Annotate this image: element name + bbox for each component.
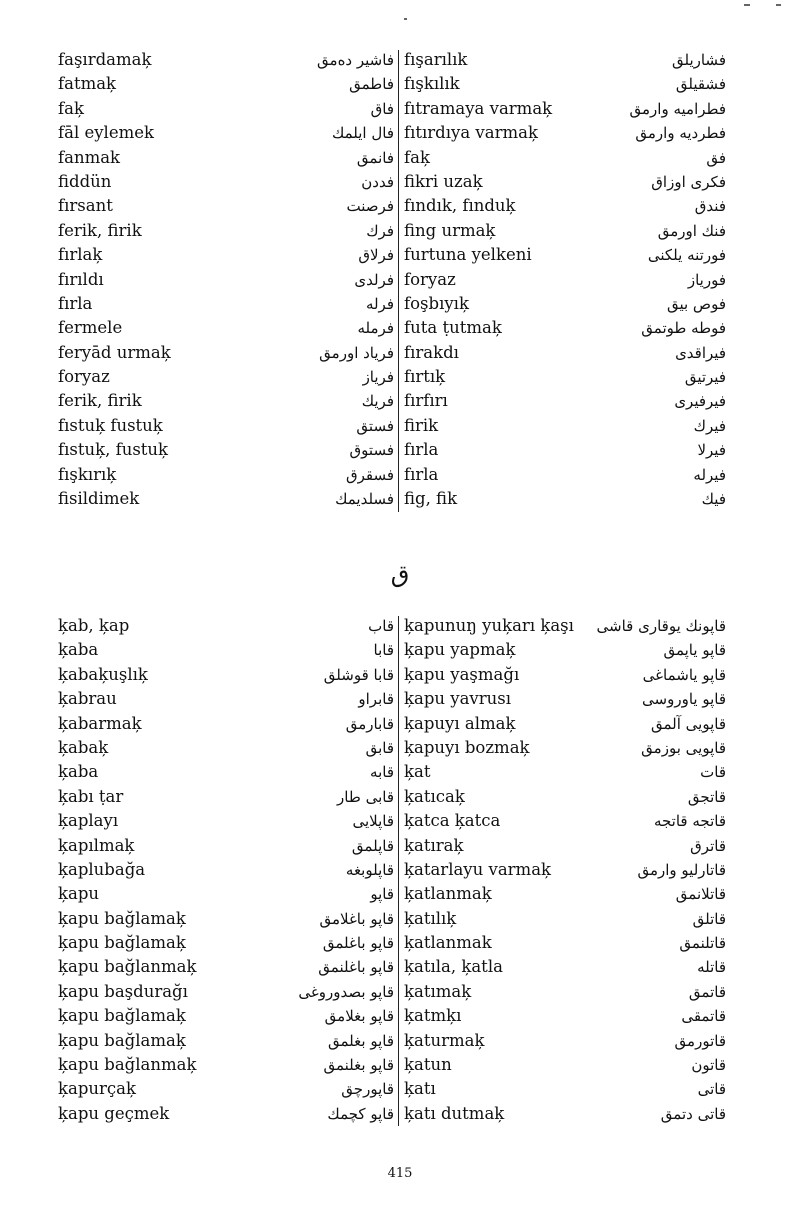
latin-term: fırla — [404, 464, 439, 484]
arabic-script-term: قاتمقی — [681, 1007, 726, 1026]
latin-term: ferik, firik — [58, 220, 142, 240]
latin-term: furtuna yelkeni — [404, 245, 532, 265]
latin-term: fındık, fınduķ — [404, 196, 516, 216]
latin-term: ķab, ķap — [58, 616, 130, 635]
arabic-script-term: قاپو یاوروسی — [642, 690, 726, 709]
latin-term: ķabaķ — [58, 737, 109, 757]
latin-term: fatmaķ — [58, 74, 117, 94]
latin-term: ķapurçaķ — [58, 1079, 136, 1099]
arabic-script-term: قاتجق — [687, 787, 726, 806]
latin-term: foşbıyıķ — [404, 293, 469, 313]
latin-term: ķatca ķatca — [404, 811, 501, 831]
latin-term: fanmak — [58, 147, 121, 167]
arabic-script-term: فیك — [701, 490, 726, 509]
latin-term: fıtramaya varmaķ — [404, 98, 553, 118]
latin-term: fermele — [58, 318, 123, 338]
arabic-script-term: قاتی دتمق — [660, 1104, 726, 1123]
latin-term: ķatarlayu varmaķ — [404, 859, 552, 879]
arabic-script-term: قاتورمق — [674, 1031, 726, 1050]
latin-term: ķabaķuşlıķ — [58, 664, 148, 684]
arabic-script-term: قاپو بصدوروغی — [298, 982, 394, 1001]
arabic-script-term: قاپو یاپمق — [663, 641, 726, 660]
latin-term: ķatı — [404, 1079, 436, 1099]
latin-term: fırlaķ — [58, 245, 103, 265]
latin-term: ķatı dutmaķ — [404, 1103, 505, 1123]
latin-term: ķatıcaķ — [404, 786, 465, 806]
arabic-script-term: قاپونك یوقاری قاشی — [596, 617, 726, 635]
arabic-script-term: قاپو — [370, 885, 394, 904]
arabic-script-term: فرلدی — [354, 270, 394, 289]
arabic-script-term: فوریاز — [687, 270, 726, 289]
latin-term: ķabrau — [58, 689, 117, 709]
latin-term: ķatımaķ — [404, 981, 472, 1001]
arabic-script-term: قاپو یاشماغی — [642, 665, 726, 684]
arabic-script-term: فیرتیق — [684, 368, 726, 387]
arabic-script-term: فال ایلمك — [331, 124, 394, 143]
arabic-script-term: قاتارلیو وارمق — [637, 860, 726, 879]
latin-term: fıtırdıya varmaķ — [404, 123, 538, 143]
latin-term: faşırdamaķ — [58, 50, 152, 69]
arabic-script-term: قات — [700, 763, 726, 782]
latin-term: fışkılık — [404, 74, 460, 94]
latin-term: ķabarmaķ — [58, 713, 142, 733]
scan-speck — [404, 18, 407, 20]
arabic-script-term: فق — [706, 148, 726, 167]
arabic-script-term: فیرفیری — [674, 392, 726, 411]
latin-term: fırla — [404, 440, 439, 460]
arabic-script-term: قاتمق — [688, 982, 726, 1001]
latin-term: ķaturmaķ — [404, 1030, 485, 1050]
arabic-script-term: قابا قوشلق — [323, 665, 394, 684]
latin-term: fırla — [58, 293, 93, 313]
latin-term: fışarılık — [404, 50, 468, 69]
arabic-script-term: فرله — [365, 294, 394, 313]
arabic-script-term: قاپویی بوزمق — [641, 738, 726, 757]
arabic-script-term: فیرلا — [697, 441, 726, 460]
arabic-script-term: فیراقدی — [675, 343, 726, 362]
page-number: 415 — [387, 1166, 413, 1181]
arabic-script-term: قاترق — [690, 836, 726, 855]
arabic-script-term: قابراو — [358, 690, 394, 709]
arabic-script-term: فریاز — [362, 368, 394, 387]
arabic-script-term: فشقیلق — [675, 75, 726, 94]
arabic-script-term: قابق — [365, 738, 394, 757]
latin-term: ķapu başdurağı — [58, 981, 188, 1001]
latin-term: ķat — [404, 762, 431, 782]
arabic-script-term: قاتلق — [692, 909, 726, 928]
latin-term: ķatıla, ķatla — [404, 957, 503, 977]
arabic-script-term: فریك — [361, 392, 394, 411]
scan-speck — [744, 4, 750, 6]
latin-term: ķapu — [58, 884, 100, 904]
arabic-script-term: قابی طار — [337, 787, 394, 806]
arabic-script-term: فددن — [361, 172, 394, 191]
arabic-script-term: قاپلایی — [352, 812, 394, 831]
arabic-script-term: قاتلنمق — [679, 934, 726, 953]
arabic-script-term: قاتلانمق — [675, 885, 726, 904]
arabic-script-term: قابه — [370, 763, 394, 782]
arabic-script-term: فستوق — [349, 441, 394, 460]
arabic-script-term: قاپو بغلنمق — [323, 1056, 394, 1075]
latin-term: foryaz — [404, 269, 456, 289]
arabic-script-term: فوطه طوتمق — [641, 319, 726, 338]
latin-term: ķatun — [404, 1055, 452, 1075]
arabic-script-term: فیرك — [693, 416, 726, 435]
latin-term: fırfırı — [404, 391, 448, 411]
latin-term: futa ṭutmaķ — [404, 318, 502, 338]
arabic-script-term: قاپویی آلمق — [650, 714, 726, 733]
latin-term: fırtıķ — [404, 367, 446, 387]
arabic-script-term: فستق — [356, 416, 394, 435]
latin-term: ķapu bağlanmaķ — [58, 957, 197, 977]
latin-term: ķapu yaşmağı — [404, 664, 520, 684]
latin-term: fırıldı — [58, 269, 104, 289]
latin-term: ķaplubağa — [58, 859, 146, 879]
arabic-script-term: قابا — [373, 641, 394, 660]
arabic-script-term: فوص بیق — [666, 294, 726, 313]
latin-term: ķatıraķ — [404, 835, 464, 855]
arabic-script-term: فاق — [370, 99, 394, 118]
latin-term: ķapuyı almaķ — [404, 713, 516, 733]
latin-term: ķatılıķ — [404, 908, 457, 928]
arabic-script-term: فاشیر دەمق — [317, 51, 394, 69]
latin-term: foryaz — [58, 367, 110, 387]
latin-term: ķaba — [58, 762, 99, 782]
arabic-script-term: قابارمق — [345, 714, 394, 733]
latin-term: ķaba — [58, 640, 99, 660]
arabic-script-term: قاپو بغلامق — [324, 1007, 394, 1026]
latin-term: fig, fik — [404, 489, 458, 509]
arabic-script-term: فنك اورمق — [657, 221, 726, 240]
latin-term: ķapu yapmaķ — [404, 640, 516, 660]
arabic-script-term: فسقرق — [345, 465, 394, 484]
latin-term: fıstuķ fustuķ — [58, 415, 163, 435]
latin-term: feryād urmaķ — [58, 342, 171, 362]
latin-term: fāl eylemek — [58, 123, 155, 143]
arabic-script-term: قاپو باغلمق — [322, 934, 394, 953]
arabic-script-term: فندق — [694, 197, 726, 216]
arabic-script-term: قاتون — [691, 1056, 726, 1075]
arabic-script-term: قاب — [368, 617, 394, 635]
latin-term: fing urmaķ — [404, 220, 496, 240]
arabic-script-term: فرصنت — [346, 197, 394, 216]
latin-term: ķapu bağlamaķ — [58, 908, 186, 928]
arabic-script-term: قاپو بغلمق — [328, 1031, 394, 1050]
arabic-script-term: فرمله — [357, 319, 394, 338]
arabic-script-term: قاپلمق — [351, 836, 394, 855]
latin-term: ķabı ṭar — [58, 786, 124, 806]
latin-term: ķapu yavrusı — [404, 689, 512, 709]
arabic-script-term: فریاد اورمق — [319, 343, 394, 362]
arabic-script-term: قاتی — [697, 1080, 726, 1099]
latin-term: firik — [404, 415, 439, 435]
arabic-script-term: فرلاق — [358, 246, 394, 265]
latin-term: fırsant — [58, 196, 113, 216]
latin-term: ķatlanmak — [404, 933, 492, 953]
arabic-script-term: فرك — [366, 221, 394, 240]
arabic-script-term: قاپلوبغه — [345, 860, 394, 879]
arabic-script-term: فاطمق — [349, 75, 394, 94]
latin-term: ķapu bağlamaķ — [58, 1030, 186, 1050]
latin-term: faķ — [404, 147, 430, 167]
column-divider — [398, 616, 399, 1126]
arabic-script-term: فورتنه یلكنی — [647, 246, 726, 265]
latin-term: fıstuķ, fustuķ — [58, 440, 169, 460]
latin-term: ķapu bağlamaķ — [58, 933, 186, 953]
latin-term: fırakdı — [404, 342, 459, 362]
latin-term: fisildimek — [58, 489, 140, 509]
latin-term: fiddün — [58, 171, 112, 191]
latin-term: ķapılmaķ — [58, 835, 135, 855]
arabic-script-term: قاپو كچمك — [327, 1104, 394, 1123]
arabic-script-term: فانمق — [356, 148, 394, 167]
arabic-script-term: فطرامیه وارمق — [629, 99, 726, 118]
latin-term: ķapu bağlamaķ — [58, 1006, 186, 1026]
latin-term: ķatlanmaķ — [404, 884, 492, 904]
latin-term: ķapunuŋ yuķarı ķaşı — [404, 616, 574, 635]
latin-term: faķ — [58, 98, 84, 118]
arabic-script-term: فكری اوزاق — [651, 172, 726, 191]
latin-term: fikri uzaķ — [404, 171, 483, 191]
latin-term: fışkırıķ — [58, 464, 117, 484]
arabic-script-term: قاتله — [697, 958, 726, 977]
column-divider — [398, 50, 399, 512]
section-letter: ق — [390, 560, 410, 588]
latin-term: ķapuyı bozmaķ — [404, 737, 530, 757]
arabic-script-term: قاپورچق — [341, 1080, 394, 1099]
arabic-script-term: قاپو باغلنمق — [318, 958, 394, 977]
arabic-script-term: قاتجه قاتجه — [653, 812, 726, 831]
latin-term: ferik, firik — [58, 391, 142, 411]
latin-term: ķaplayı — [58, 811, 119, 831]
arabic-script-term: فطردیه وارمق — [635, 124, 726, 143]
latin-term: ķapu bağlanmaķ — [58, 1055, 197, 1075]
arabic-script-term: فسلدیمك — [335, 490, 394, 509]
arabic-script-term: فیرله — [693, 465, 726, 484]
arabic-script-term: فشاریلق — [671, 51, 726, 69]
latin-term: ķatmķı — [404, 1006, 462, 1026]
latin-term: ķapu geçmek — [58, 1103, 170, 1123]
scan-speck — [776, 4, 781, 6]
arabic-script-term: قاپو باغلامق — [319, 909, 394, 928]
